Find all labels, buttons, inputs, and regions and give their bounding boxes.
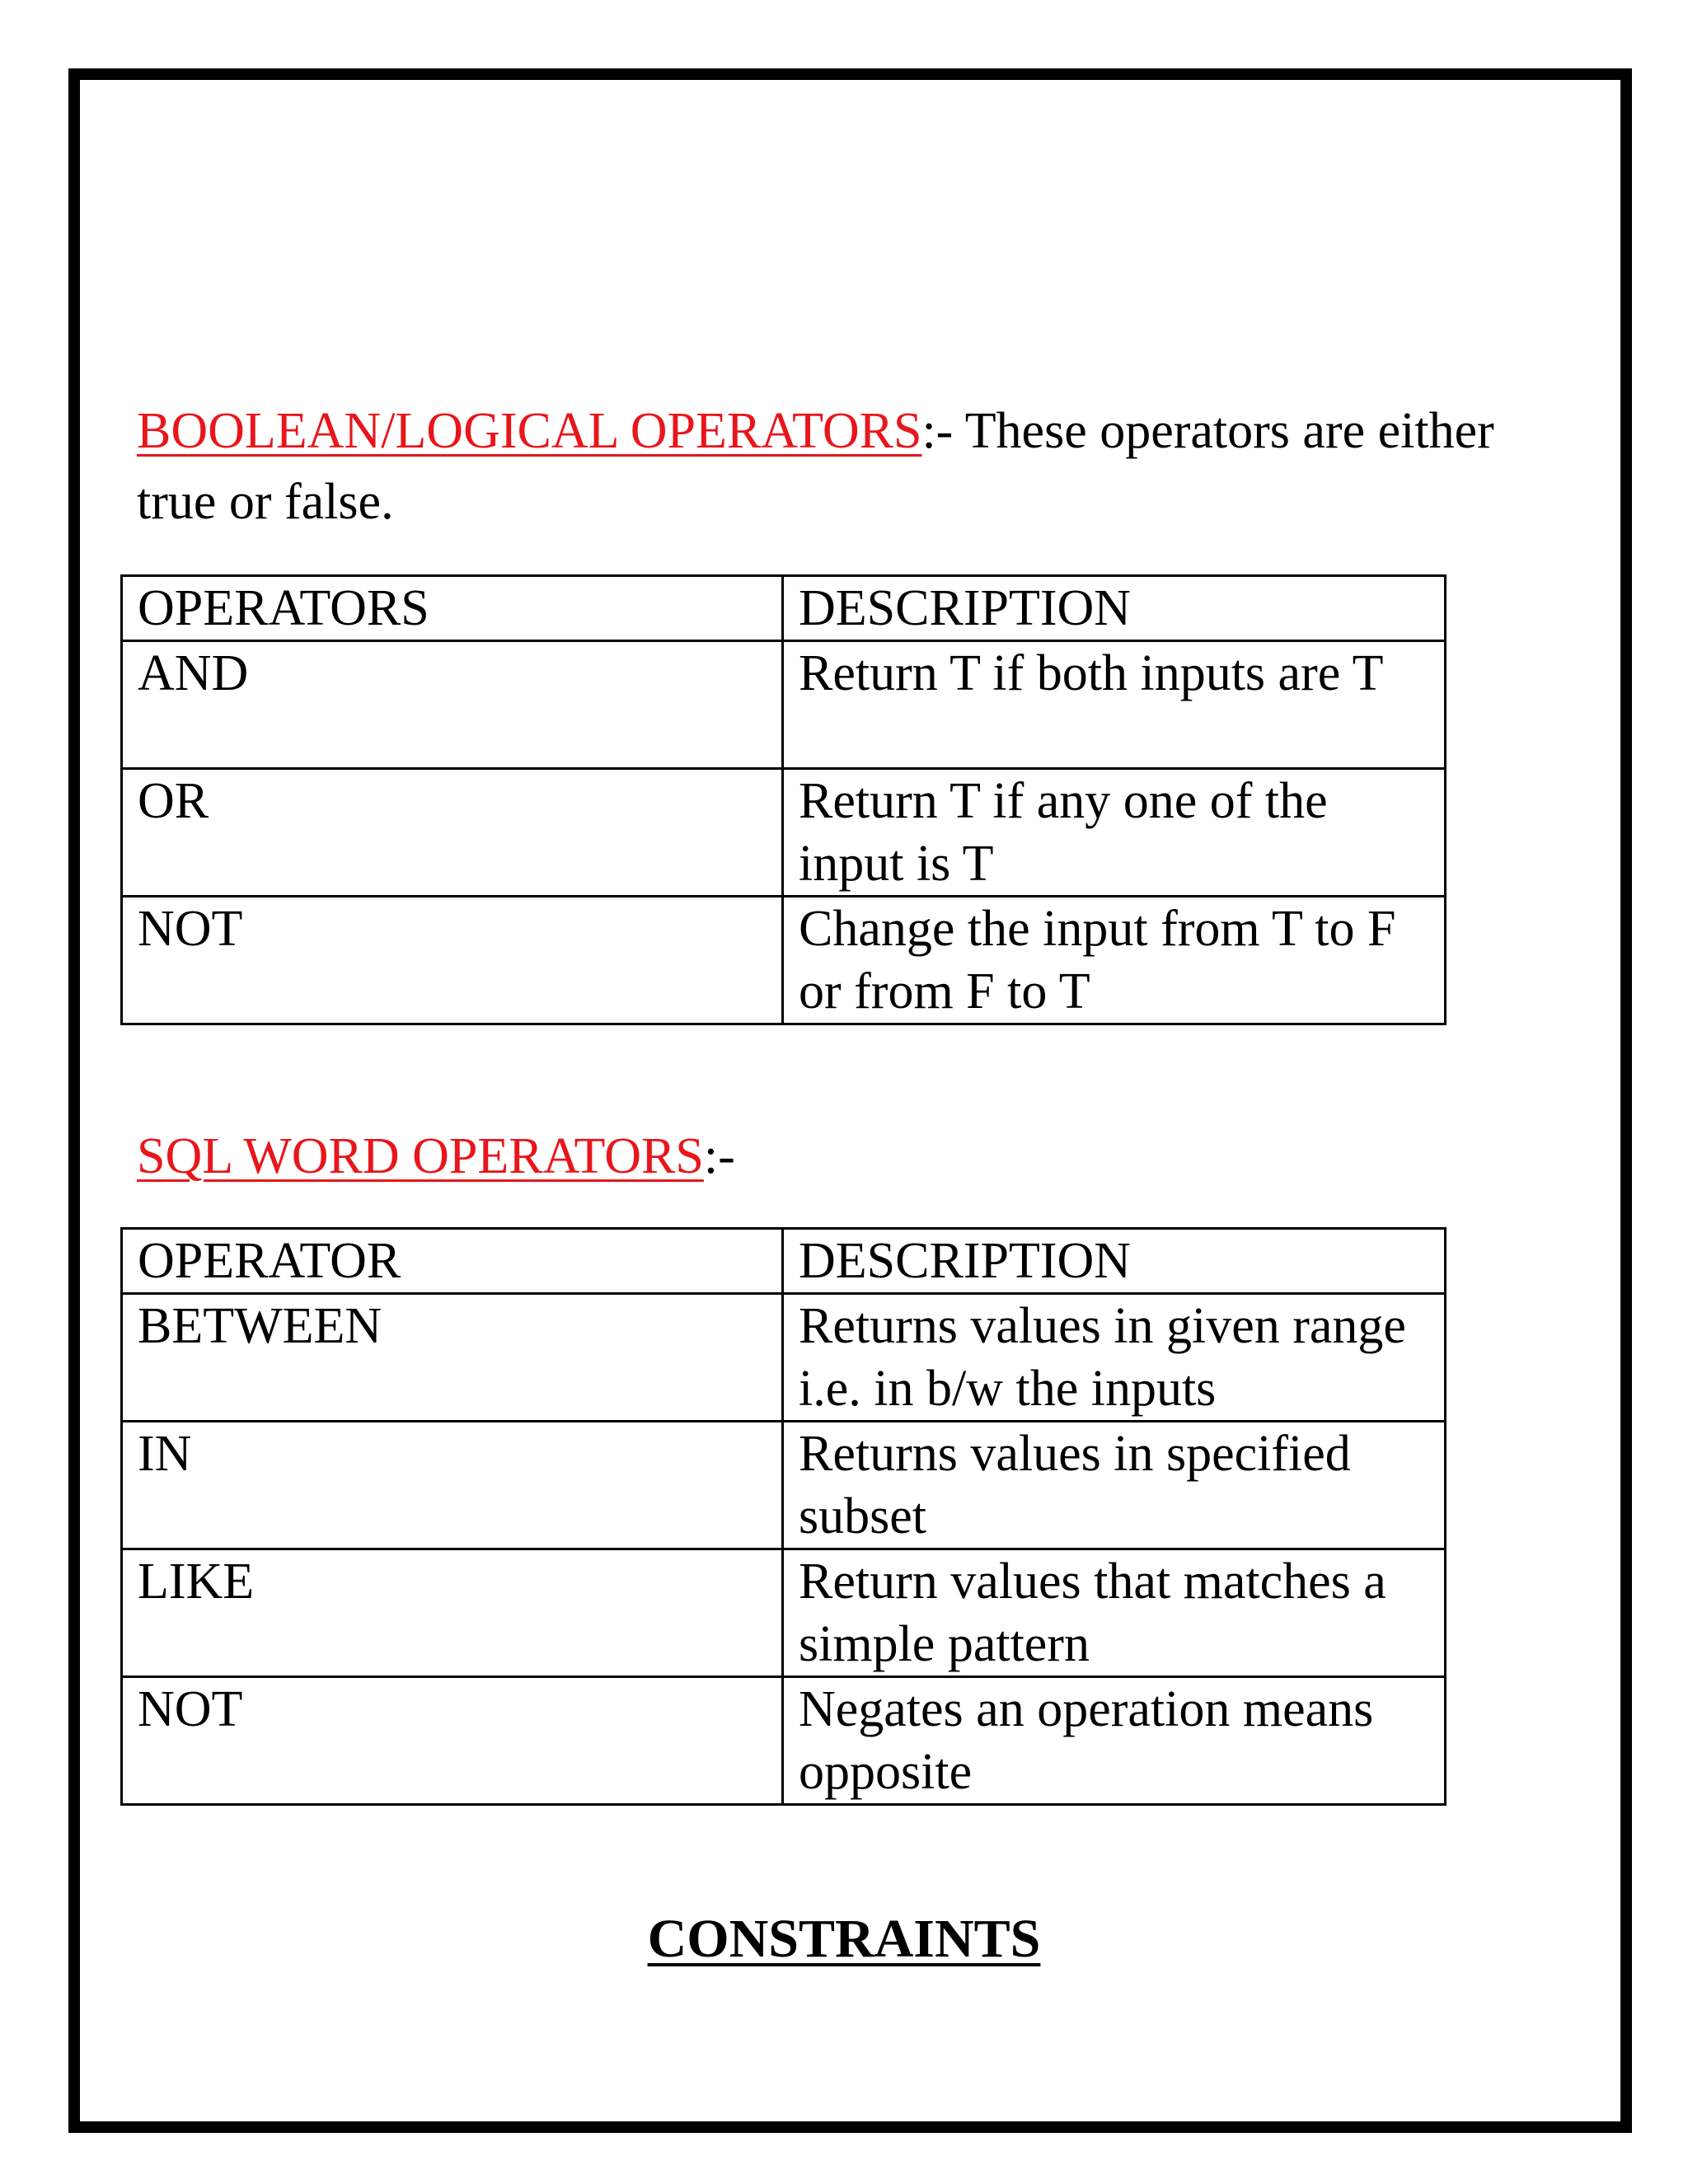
constraints-heading: CONSTRAINTS (647, 1909, 1041, 1969)
operator-cell: LIKE (122, 1549, 783, 1677)
column-header-operators: OPERATORS (122, 576, 783, 641)
sql-word-operators-heading: SQL WORD OPERATORS (137, 1128, 704, 1184)
operator-cell: OR (122, 769, 783, 897)
description-cell: Return values that matches a simple pattern (783, 1549, 1446, 1677)
description-cell: Returns values in given range i.e. in b/w the inputs (783, 1294, 1446, 1422)
description-cell: Change the input from T to F or from F to T (783, 897, 1446, 1024)
table-row (122, 769, 1446, 897)
table-row (122, 641, 1446, 769)
operator-cell: NOT (122, 897, 783, 1024)
boolean-operators-heading: BOOLEAN/LOGICAL OPERATORS (137, 403, 922, 459)
operator-cell: IN (122, 1422, 783, 1549)
table-header-row (122, 576, 1446, 641)
page-border (68, 68, 1632, 2133)
sql-word-operators-suffix: :- (703, 1128, 735, 1184)
description-cell: Return T if both inputs are T (783, 641, 1446, 769)
description-cell: Return T if any one of the input is T (783, 769, 1446, 897)
boolean-operators-description: :- These operators are either true or false. (137, 403, 1494, 530)
boolean-operators-intro (137, 396, 1538, 537)
table-row (122, 1422, 1446, 1549)
table-header-row (122, 1229, 1446, 1294)
sql-word-operators-intro (137, 1121, 1538, 1192)
operator-cell: NOT (122, 1677, 783, 1805)
table-row (122, 1294, 1446, 1422)
boolean-operators-table (120, 574, 1447, 1025)
table-row (122, 1549, 1446, 1677)
operator-cell: BETWEEN (122, 1294, 783, 1422)
description-cell: Negates an operation means opposite (783, 1677, 1446, 1805)
constraints-heading-wrapper (0, 1902, 1688, 1976)
table-row (122, 1677, 1446, 1805)
column-header-description: DESCRIPTION (783, 1229, 1446, 1294)
column-header-operator: OPERATOR (122, 1229, 783, 1294)
operator-cell: AND (122, 641, 783, 769)
description-cell: Returns values in specified subset (783, 1422, 1446, 1549)
table-row (122, 897, 1446, 1024)
column-header-description: DESCRIPTION (783, 576, 1446, 641)
sql-word-operators-table (120, 1227, 1447, 1806)
